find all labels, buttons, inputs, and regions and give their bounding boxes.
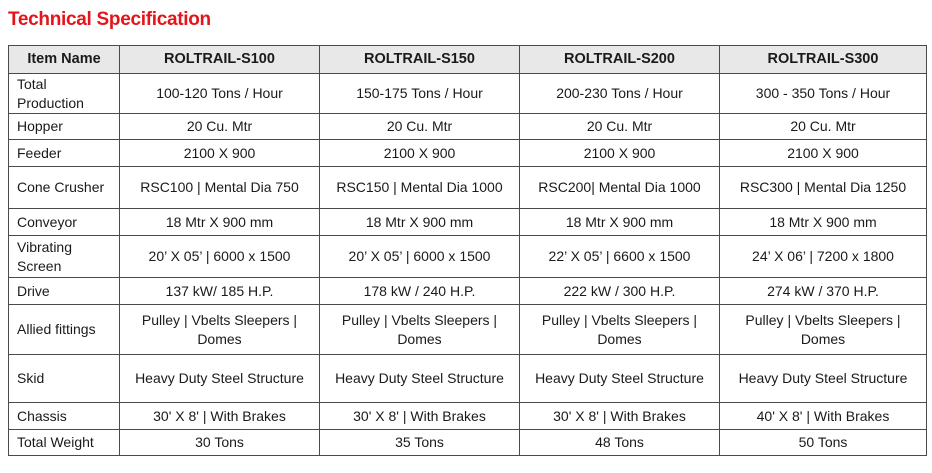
cell-s100: 30' X 8' | With Brakes: [120, 403, 320, 430]
row-label: Drive: [9, 278, 120, 305]
header-model-s300: ROLTRAIL-S300: [720, 46, 927, 74]
cell-s300: 50 Tons: [720, 430, 927, 456]
cell-s100: Pulley | Vbelts Sleepers | Domes: [120, 305, 320, 355]
row-label: Conveyor: [9, 209, 120, 236]
cell-s200: RSC200| Mental Dia 1000: [520, 167, 720, 209]
cell-s100: 20 Cu. Mtr: [120, 114, 320, 140]
cell-s200: 200-230 Tons / Hour: [520, 74, 720, 114]
cell-s150: 20 Cu. Mtr: [320, 114, 520, 140]
row-label: Chassis: [9, 403, 120, 430]
cell-s100: 18 Mtr X 900 mm: [120, 209, 320, 236]
page-title: Technical Specification: [8, 9, 211, 30]
header-row: [9, 46, 927, 74]
row-drive: [9, 278, 927, 305]
cell-s200: 30' X 8' | With Brakes: [520, 403, 720, 430]
cell-s300: 24’ X 06’ | 7200 x 1800: [720, 236, 927, 278]
spec-table: [8, 45, 927, 456]
header-model-s100: ROLTRAIL-S100: [120, 46, 320, 74]
row-hopper: [9, 114, 927, 140]
cell-s150: 2100 X 900: [320, 140, 520, 167]
cell-s200: 48 Tons: [520, 430, 720, 456]
row-skid: [9, 355, 927, 403]
row-label: Total Weight: [9, 430, 120, 456]
cell-s100: 137 kW/ 185 H.P.: [120, 278, 320, 305]
cell-s100: Heavy Duty Steel Structure: [120, 355, 320, 403]
cell-s300: Pulley | Vbelts Sleepers | Domes: [720, 305, 927, 355]
cell-s100: 30 Tons: [120, 430, 320, 456]
cell-s200: Pulley | Vbelts Sleepers | Domes: [520, 305, 720, 355]
cell-s300: 274 kW / 370 H.P.: [720, 278, 927, 305]
cell-s150: 18 Mtr X 900 mm: [320, 209, 520, 236]
row-conveyor: [9, 209, 927, 236]
cell-s150: RSC150 | Mental Dia 1000: [320, 167, 520, 209]
cell-s300: 40' X 8' | With Brakes: [720, 403, 927, 430]
row-allied-fittings: [9, 305, 927, 355]
row-label: Total Production: [9, 74, 120, 114]
row-label: Skid: [9, 355, 120, 403]
cell-s100: RSC100 | Mental Dia 750: [120, 167, 320, 209]
cell-s200: 22’ X 05’ | 6600 x 1500: [520, 236, 720, 278]
cell-s150: 30' X 8' | With Brakes: [320, 403, 520, 430]
header-model-s200: ROLTRAIL-S200: [520, 46, 720, 74]
row-label: Hopper: [9, 114, 120, 140]
cell-s300: 20 Cu. Mtr: [720, 114, 927, 140]
cell-s200: 18 Mtr X 900 mm: [520, 209, 720, 236]
cell-s200: Heavy Duty Steel Structure: [520, 355, 720, 403]
cell-s150: 150-175 Tons / Hour: [320, 74, 520, 114]
row-vibrating-screen: [9, 236, 927, 278]
cell-s100: 2100 X 900: [120, 140, 320, 167]
header-model-s150: ROLTRAIL-S150: [320, 46, 520, 74]
row-label: Feeder: [9, 140, 120, 167]
cell-s150: Heavy Duty Steel Structure: [320, 355, 520, 403]
cell-s300: 18 Mtr X 900 mm: [720, 209, 927, 236]
cell-s100: 20’ X 05’ | 6000 x 1500: [120, 236, 320, 278]
row-feeder: [9, 140, 927, 167]
cell-s300: Heavy Duty Steel Structure: [720, 355, 927, 403]
row-total-production: [9, 74, 927, 114]
cell-s300: 2100 X 900: [720, 140, 927, 167]
cell-s150: 35 Tons: [320, 430, 520, 456]
cell-s150: 20’ X 05’ | 6000 x 1500: [320, 236, 520, 278]
row-chassis: [9, 403, 927, 430]
row-label: Vibrating Screen: [9, 236, 120, 278]
cell-s150: 178 kW / 240 H.P.: [320, 278, 520, 305]
header-item-name: Item Name: [9, 46, 120, 74]
row-label: Cone Crusher: [9, 167, 120, 209]
cell-s150: Pulley | Vbelts Sleepers | Domes: [320, 305, 520, 355]
row-label: Allied fittings: [9, 305, 120, 355]
cell-s200: 20 Cu. Mtr: [520, 114, 720, 140]
cell-s200: 2100 X 900: [520, 140, 720, 167]
row-cone-crusher: [9, 167, 927, 209]
cell-s300: 300 - 350 Tons / Hour: [720, 74, 927, 114]
row-total-weight: [9, 430, 927, 456]
cell-s100: 100-120 Tons / Hour: [120, 74, 320, 114]
cell-s300: RSC300 | Mental Dia 1250: [720, 167, 927, 209]
cell-s200: 222 kW / 300 H.P.: [520, 278, 720, 305]
